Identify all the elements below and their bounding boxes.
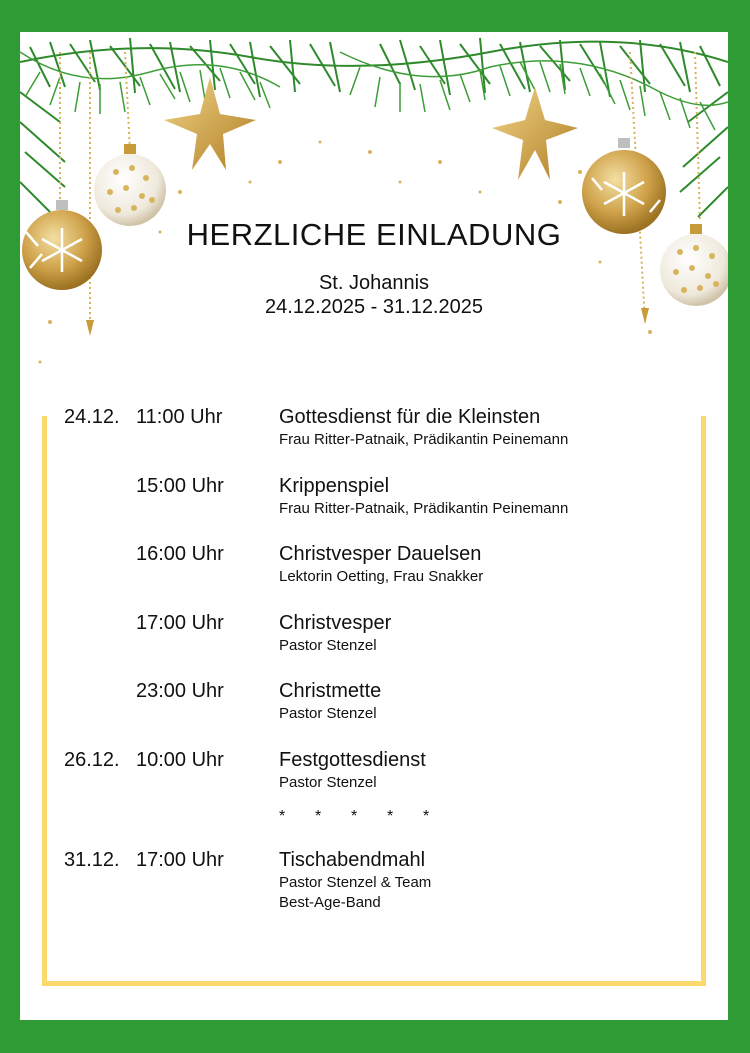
date-range: 24.12.2025 - 31.12.2025 <box>265 296 483 318</box>
event-time: 23:00 Uhr <box>136 680 224 702</box>
event-title: Gottesdienst für die Kleinsten <box>279 406 541 428</box>
event-people: Best-Age-Band <box>279 894 381 911</box>
event-people: Pastor Stenzel & Team <box>279 874 432 891</box>
event-title: Christvesper Dauelsen <box>279 543 482 565</box>
christmas-decoration <box>20 32 728 392</box>
gold-star-icon <box>164 77 256 170</box>
gold-star-icon <box>492 87 578 180</box>
event-people: Pastor Stenzel <box>279 774 377 791</box>
event-title: Festgottesdienst <box>279 749 426 771</box>
event-title: Krippenspiel <box>279 475 390 497</box>
event-people: Pastor Stenzel <box>279 637 377 654</box>
star-separator: * * * * * <box>279 808 430 825</box>
page-title: HERZLICHE EINLADUNG <box>186 217 562 252</box>
event-time: 17:00 Uhr <box>136 612 224 634</box>
event-time: 17:00 Uhr <box>136 849 224 871</box>
event-title: Christmette <box>279 680 382 702</box>
event-people: Frau Ritter-Patnaik, Prädikantin Peinemann <box>279 500 569 517</box>
event-time: 15:00 Uhr <box>136 475 224 497</box>
event-time: 16:00 Uhr <box>136 543 224 565</box>
event-people: Lektorin Oetting, Frau Snakker <box>279 568 484 585</box>
event-people: Pastor Stenzel <box>279 705 377 722</box>
event-date: 31.12. <box>64 849 120 871</box>
invitation-page <box>20 32 728 1020</box>
white-dotted-bauble-icon <box>94 144 166 226</box>
event-time: 11:00 Uhr <box>136 406 223 428</box>
event-time: 10:00 Uhr <box>136 749 224 771</box>
event-people: Frau Ritter-Patnaik, Prädikantin Peinemann <box>279 431 569 448</box>
event-title: Christvesper <box>279 612 392 634</box>
event-date: 24.12. <box>64 406 120 428</box>
event-date: 26.12. <box>64 749 120 771</box>
event-title: Tischabendmahl <box>279 849 426 871</box>
church-name: St. Johannis <box>318 272 430 294</box>
